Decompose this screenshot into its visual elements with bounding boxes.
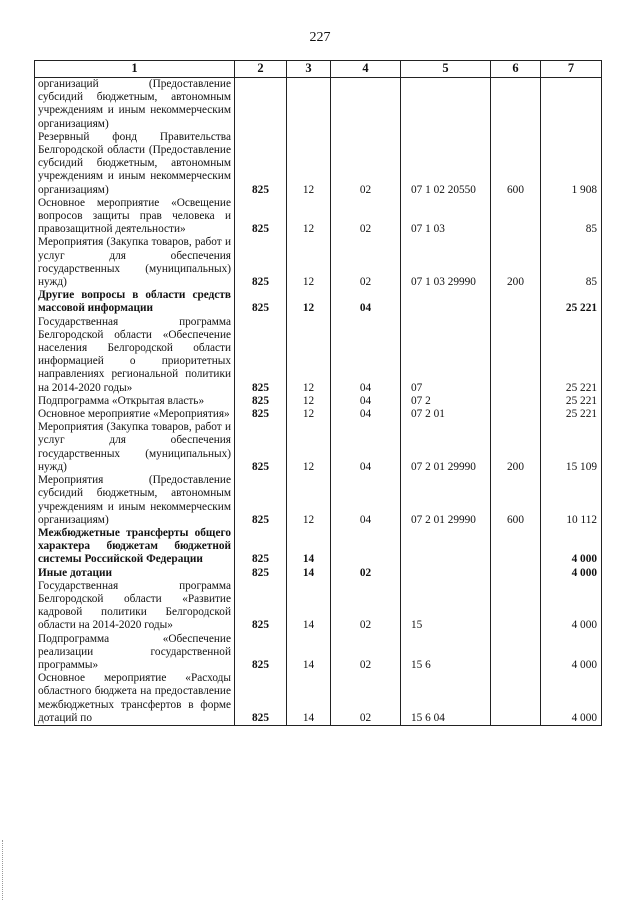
ministry-code-cell: 825 [235, 289, 287, 315]
subsection-code-cell: 02 [331, 236, 401, 289]
subsection-code-cell: 04 [331, 421, 401, 474]
expense-type-cell [491, 316, 541, 395]
row-name-cell: Основное мероприятие «Мероприятия» [35, 408, 235, 421]
amount-cell: 85 [541, 236, 602, 289]
section-code-cell: 12 [287, 131, 331, 197]
target-article-cell: 07 1 03 [401, 197, 491, 237]
target-article-cell: 07 1 03 29990 [401, 236, 491, 289]
ministry-code-cell: 825 [235, 421, 287, 474]
section-code-cell: 14 [287, 633, 331, 673]
amount-cell: 25 221 [541, 289, 602, 315]
section-code-cell: 12 [287, 421, 331, 474]
budget-table [34, 60, 602, 726]
section-code-cell: 14 [287, 580, 331, 633]
table-row [35, 672, 602, 725]
target-article-cell [401, 78, 491, 131]
ministry-code-cell: 825 [235, 672, 287, 725]
amount-cell: 25 221 [541, 408, 602, 421]
section-code-cell: 14 [287, 527, 331, 567]
section-code-cell: 12 [287, 408, 331, 421]
expense-type-cell [491, 289, 541, 315]
table-header-row [35, 61, 602, 78]
section-code-cell: 12 [287, 474, 331, 527]
section-code-cell: 12 [287, 197, 331, 237]
table-row [35, 633, 602, 673]
row-name-cell: Подпрограмма «Обеспечение реализации государственной программы» [35, 633, 235, 673]
row-name-cell: Мероприятия (Закупка товаров, работ и услуг для обеспечения государственных (муниципальных) нужд) [35, 421, 235, 474]
expense-type-cell [491, 78, 541, 131]
row-name-cell: Основное мероприятие «Освещение вопросов защиты прав человека и правозащитной деятельности» [35, 197, 235, 237]
ministry-code-cell: 825 [235, 580, 287, 633]
table-row [35, 567, 602, 580]
row-name-cell: Мероприятия (Предоставление субсидий бюджетным, автономным учреждениям и иным некоммерческим организациям) [35, 474, 235, 527]
row-name-cell: Основное мероприятие «Расходы областного бюджета на предоставление межбюджетных трансфертов в форме дотаций по [35, 672, 235, 725]
row-name-cell: организаций (Предоставление субсидий бюджетным, автономным учреждениям и иным некоммерческим организациям) [35, 78, 235, 131]
target-article-cell: 07 2 01 [401, 408, 491, 421]
expense-type-cell [491, 567, 541, 580]
row-name-cell: Резервный фонд Правительства Белгородской области (Предоставление субсидий бюджетным, автономным учреждениям и иным некоммерческим организациям) [35, 131, 235, 197]
row-name-cell: Государственная программа Белгородской области «Развитие кадровой политики Белгородской области на 2014-2020 годы» [35, 580, 235, 633]
subsection-code-cell: 02 [331, 131, 401, 197]
amount-cell: 15 109 [541, 421, 602, 474]
subsection-code-cell: 04 [331, 474, 401, 527]
table-row [35, 395, 602, 408]
table-row [35, 236, 602, 289]
amount-cell: 4 000 [541, 567, 602, 580]
section-code-cell: 12 [287, 236, 331, 289]
row-name-cell: Межбюджетные трансферты общего характера бюджетам бюджетной системы Российской Федерации [35, 527, 235, 567]
subsection-code-cell: 02 [331, 672, 401, 725]
target-article-cell [401, 567, 491, 580]
target-article-cell: 07 2 01 29990 [401, 474, 491, 527]
ministry-code-cell: 825 [235, 567, 287, 580]
target-article-cell: 15 6 [401, 633, 491, 673]
subsection-code-cell: 02 [331, 580, 401, 633]
table-row [35, 408, 602, 421]
page-number: 227 [309, 30, 331, 45]
column-header-5: 5 [401, 61, 491, 78]
expense-type-cell [491, 580, 541, 633]
amount-cell [541, 78, 602, 131]
target-article-cell [401, 527, 491, 567]
table-row [35, 580, 602, 633]
amount-cell: 4 000 [541, 527, 602, 567]
ministry-code-cell: 825 [235, 408, 287, 421]
subsection-code-cell: 04 [331, 316, 401, 395]
table-row [35, 316, 602, 395]
expense-type-cell: 200 [491, 421, 541, 474]
ministry-code-cell: 825 [235, 395, 287, 408]
section-code-cell: 12 [287, 395, 331, 408]
ministry-code-cell: 825 [235, 316, 287, 395]
target-article-cell: 07 2 [401, 395, 491, 408]
section-code-cell: 14 [287, 567, 331, 580]
row-name-cell: Иные дотации [35, 567, 235, 580]
ministry-code-cell: 825 [235, 633, 287, 673]
expense-type-cell [491, 633, 541, 673]
target-article-cell: 07 [401, 316, 491, 395]
expense-type-cell: 200 [491, 236, 541, 289]
table-row [35, 474, 602, 527]
ministry-code-cell: 825 [235, 474, 287, 527]
amount-cell: 4 000 [541, 633, 602, 673]
subsection-code-cell: 02 [331, 633, 401, 673]
column-header-1: 1 [35, 61, 235, 78]
row-name-cell: Подпрограмма «Открытая власть» [35, 395, 235, 408]
subsection-code-cell: 04 [331, 408, 401, 421]
target-article-cell [401, 289, 491, 315]
table-row [35, 197, 602, 237]
table-row [35, 131, 602, 197]
ministry-code-cell: 825 [235, 197, 287, 237]
subsection-code-cell: 02 [331, 197, 401, 237]
amount-cell: 25 221 [541, 316, 602, 395]
amount-cell: 25 221 [541, 395, 602, 408]
section-code-cell: 12 [287, 289, 331, 315]
expense-type-cell: 600 [491, 474, 541, 527]
ministry-code-cell [235, 78, 287, 131]
subsection-code-cell: 04 [331, 395, 401, 408]
table-row [35, 78, 602, 131]
expense-type-cell [491, 672, 541, 725]
margin-mark [2, 840, 4, 900]
table-row [35, 289, 602, 315]
column-header-2: 2 [235, 61, 287, 78]
ministry-code-cell: 825 [235, 527, 287, 567]
amount-cell: 4 000 [541, 580, 602, 633]
column-header-6: 6 [491, 61, 541, 78]
ministry-code-cell: 825 [235, 236, 287, 289]
subsection-code-cell [331, 527, 401, 567]
column-header-7: 7 [541, 61, 602, 78]
row-name-cell: Государственная программа Белгородской области «Обеспечение населения Белгородской области информацией о приоритетных направлениях региональной политики на 2014-2020 годы» [35, 316, 235, 395]
column-header-4: 4 [331, 61, 401, 78]
section-code-cell: 12 [287, 316, 331, 395]
expense-type-cell [491, 395, 541, 408]
column-header-3: 3 [287, 61, 331, 78]
subsection-code-cell [331, 78, 401, 131]
table-row [35, 527, 602, 567]
section-code-cell: 14 [287, 672, 331, 725]
expense-type-cell [491, 527, 541, 567]
target-article-cell: 15 [401, 580, 491, 633]
amount-cell: 1 908 [541, 131, 602, 197]
ministry-code-cell: 825 [235, 131, 287, 197]
row-name-cell: Мероприятия (Закупка товаров, работ и услуг для обеспечения государственных (муниципальных) нужд) [35, 236, 235, 289]
table-row [35, 421, 602, 474]
subsection-code-cell: 02 [331, 567, 401, 580]
expense-type-cell [491, 408, 541, 421]
target-article-cell: 15 6 04 [401, 672, 491, 725]
expense-type-cell [491, 197, 541, 237]
target-article-cell: 07 2 01 29990 [401, 421, 491, 474]
section-code-cell [287, 78, 331, 131]
subsection-code-cell: 04 [331, 289, 401, 315]
target-article-cell: 07 1 02 20550 [401, 131, 491, 197]
amount-cell: 4 000 [541, 672, 602, 725]
amount-cell: 85 [541, 197, 602, 237]
row-name-cell: Другие вопросы в области средств массовой информации [35, 289, 235, 315]
expense-type-cell: 600 [491, 131, 541, 197]
amount-cell: 10 112 [541, 474, 602, 527]
